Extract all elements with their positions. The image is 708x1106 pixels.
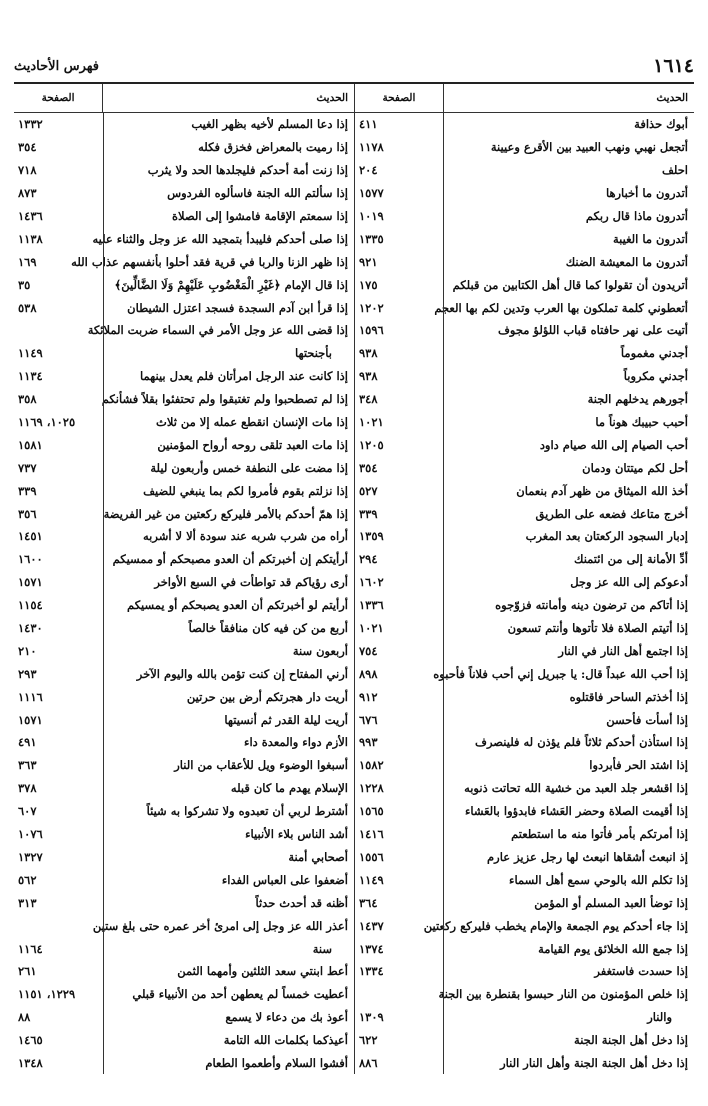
page-reference: ٣٧٨ — [14, 777, 104, 800]
page-reference: ١٤٣٧ — [354, 914, 444, 937]
page-reference: ١٠٢١ — [354, 617, 444, 640]
page-reference: ١٣٣٥ — [354, 227, 444, 250]
index-entry — [354, 250, 694, 273]
hadith-text: أسبغوا الوضوء ويل للأعقاب من النار — [174, 758, 348, 773]
page-reference: ٢١٠ — [14, 639, 104, 662]
hadith-text: أتيت على نهر حافتاه قباب اللؤلؤ مجوف — [497, 323, 688, 338]
hadith-text: أحل لكم ميتتان ودمان — [582, 460, 688, 475]
hadith-text: أعذر الله عز وجل إلى امرئ أخر عمره حتى بلغ ستين — [92, 918, 348, 933]
page-reference: ١٥٩٦ — [354, 319, 444, 342]
hadith-text: الإسلام يهدم ما كان قبله — [230, 781, 348, 796]
hadith-text: إذا أخذتم الساحر فاقتلوه — [569, 689, 688, 704]
hadith-text: إذا سمعتم الإقامة فامشوا إلى الصلاة — [172, 209, 348, 223]
hadith-text: أتدرون ماذا قال ربكم — [585, 209, 688, 223]
page-reference: ٣٣٩ — [14, 479, 104, 502]
page-reference: ٩١٢ — [354, 685, 444, 708]
index-entry — [14, 594, 354, 617]
page-reference: ١١٤٩ — [354, 868, 444, 891]
index-entry — [354, 182, 694, 205]
page-reference: ١٠٢١ — [354, 411, 444, 434]
index-entry — [354, 571, 694, 594]
page-reference: ٣٥٤ — [14, 136, 104, 159]
index-entry — [354, 891, 694, 914]
page-reference: ٧١٨ — [14, 159, 104, 182]
index-entry — [354, 319, 694, 342]
index-entry — [354, 296, 694, 319]
index-entry — [14, 617, 354, 640]
index-entry — [14, 136, 354, 159]
page-reference: ٣٤٨ — [354, 388, 444, 411]
index-entry — [14, 868, 354, 891]
index-entry — [354, 411, 694, 434]
index-entry — [14, 708, 354, 731]
page-reference: ٨٩٨ — [354, 662, 444, 685]
index-entry — [14, 502, 354, 525]
page-reference: ٨٨٦ — [354, 1052, 444, 1075]
page-reference: ٧٥٤ — [354, 639, 444, 662]
index-entry — [354, 502, 694, 525]
hadith-text: احلف — [661, 163, 688, 178]
index-entry — [14, 319, 354, 342]
page-reference: ١١٦٤ — [14, 937, 104, 960]
index-entry — [354, 479, 694, 502]
page-reference: ٨٧٣ — [14, 182, 104, 205]
hadith-text: إذا مضت على النطفة خمس وأربعون ليلة — [150, 460, 348, 475]
page-reference: ١٤٦٥ — [14, 1029, 104, 1052]
index-entry — [354, 777, 694, 800]
page-reference: ١٦٩ — [14, 250, 104, 273]
page-reference: ٦٢٢ — [354, 1029, 444, 1052]
column-header — [14, 84, 354, 113]
index-entry — [14, 525, 354, 548]
hadith-text: أخذ الله الميثاق من ظهر آدم بنعمان — [516, 483, 688, 498]
page-reference: ١٥٧٧ — [354, 182, 444, 205]
page-reference: ١٤١٦ — [354, 823, 444, 846]
hadith-text: إذا أقيمت الصلاة وحضر العَشاء فابدؤوا بالعَشاء — [464, 804, 688, 819]
page-reference: ٩٩٣ — [354, 731, 444, 754]
page-reference: ١٦٠٢ — [354, 571, 444, 594]
index-entry — [14, 113, 354, 136]
hadith-text: أظنه قد أحدث حدثاً — [255, 895, 348, 910]
index-rows — [14, 113, 354, 1069]
index-entry — [14, 662, 354, 685]
index-entry — [354, 823, 694, 846]
hadith-text: إذا حسدت فاستغفر — [594, 964, 688, 979]
index-entry — [354, 227, 694, 250]
page-number: ١٦١٤ — [653, 55, 694, 77]
index-entry — [14, 456, 354, 479]
hadith-text: أحبب حبيبك هوناً ما — [595, 415, 688, 430]
hadith-text: إذا سألتم الله الجنة فاسألوه الفردوس — [167, 186, 348, 201]
hadith-text: إذا مات الإنسان انقطع عمله إلا من ثلاث — [156, 415, 348, 430]
hadith-text: إذا دخل أهل الجنة الجنة — [574, 1033, 688, 1048]
index-entry — [354, 731, 694, 754]
page-reference: ١١٣٤ — [14, 365, 104, 388]
hadith-text: أجورهم يدخلهم الجنة — [587, 392, 688, 407]
index-entry — [14, 388, 354, 411]
index-entry — [14, 342, 354, 365]
page-reference: ١٣٣٢ — [14, 113, 104, 136]
page-reference: ٦٠٧ — [14, 800, 104, 823]
page-reference: ١٥٨٢ — [354, 754, 444, 777]
index-entry — [354, 846, 694, 869]
hadith-text: أضعفوا على العباس الفداء — [221, 872, 348, 887]
page-column-label: الصفحة — [354, 84, 444, 112]
hadith-text: أتدرون ما الغيبة — [612, 231, 688, 246]
page-reference: ١٧٥ — [354, 273, 444, 296]
page-reference: ٩٣٨ — [354, 342, 444, 365]
hadith-text: أجدني مكروباً — [623, 369, 688, 384]
page-reference: ٣٥٤ — [354, 456, 444, 479]
index-entry — [14, 182, 354, 205]
page-reference: ١٤٣٠ — [14, 617, 104, 640]
hadith-text: إذا أمرتكم بأمر فأتوا منه ما استطعتم — [511, 827, 688, 842]
hadith-text: أخرج متاعك فضعه على الطريق — [535, 506, 688, 521]
index-entry — [354, 983, 694, 1006]
hadith-text: أصحابي أمنة — [288, 849, 348, 864]
index-entry — [354, 1006, 694, 1029]
index-entry — [354, 342, 694, 365]
page-reference: ٢٩٤ — [354, 548, 444, 571]
index-entry — [14, 1052, 354, 1075]
hadith-text: إذا خلص المؤمنون من النار حبسوا بقنطرة بين الجنة — [438, 987, 688, 1002]
index-entry — [354, 456, 694, 479]
page-reference: ١٢٢٨ — [354, 777, 444, 800]
index-entry — [14, 411, 354, 434]
hadith-text: أتدرون ما المعيشة الضنك — [565, 254, 688, 269]
hadith-text: إذا دخل أهل الجنة الجنة وأهل النار النار — [500, 1055, 688, 1070]
page-reference: ٨٨ — [14, 1006, 104, 1029]
page-reference: ١٣٠٩ — [354, 1006, 444, 1029]
index-entry — [14, 227, 354, 250]
page-reference: ١٥٦٥ — [354, 800, 444, 823]
page-reference: ٣٥٦ — [14, 502, 104, 525]
page-title: فهرس الأحاديث — [14, 58, 99, 74]
hadith-text: إذا رميت بالمعراض فخزق فكله — [198, 140, 348, 155]
index-entry — [354, 868, 694, 891]
page-reference: ١٠٧٦ — [14, 823, 104, 846]
hadith-text: أبوك حذافة — [634, 117, 688, 132]
index-entry — [354, 914, 694, 937]
hadith-text: إذا مات العبد تلقى روحه أرواح المؤمنين — [157, 437, 348, 452]
page-column-label: الصفحة — [14, 84, 103, 112]
index-entry — [354, 1052, 694, 1075]
page-reference: ٤١١ — [354, 113, 444, 136]
hadith-text: سنة — [312, 941, 332, 956]
page-reference: ٣٥ — [14, 273, 104, 296]
index-entry — [14, 891, 354, 914]
hadith-text: إدبار السجود الركعتان بعد المغرب — [525, 529, 688, 544]
index-entry — [354, 594, 694, 617]
hadith-text: والنار — [647, 1010, 672, 1025]
page-reference: ١٣٤٨ — [14, 1052, 104, 1075]
index-entry — [14, 296, 354, 319]
hadith-text: إذا اجتمع أهل النار في النار — [558, 643, 688, 658]
page-reference: ٣١٣ — [14, 891, 104, 914]
hadith-text: أشد الناس بلاء الأنبياء — [245, 827, 348, 842]
hadith-text: إذا أحب الله عبداً قال: يا جبريل إني أحب فلاناً فأحبوه — [433, 666, 688, 681]
index-column-left — [14, 84, 354, 1068]
hadith-index-table — [14, 84, 694, 1068]
page-reference: ١٣٧٤ — [354, 937, 444, 960]
index-entry — [14, 205, 354, 228]
page-reference: ١٥٥٦ — [354, 846, 444, 869]
hadith-text: إذا دعا المسلم لأخيه بظهر الغيب — [191, 117, 348, 132]
hadith-text: بأجنحتها — [295, 346, 332, 361]
page-reference — [354, 983, 444, 1006]
index-entry — [14, 548, 354, 571]
hadith-text: إذا لم تصطحبوا ولم تغتبقوا ولم تحتفئوا بقلاً فشأنكم — [101, 392, 348, 407]
column-header — [354, 84, 694, 113]
hadith-text: إذا زنت أمة أحدكم فليجلدها الحد ولا يثرب — [147, 163, 348, 178]
index-entry — [354, 388, 694, 411]
hadith-text: إذا قضى الله عز وجل الأمر في السماء ضربت الملائكة — [87, 323, 348, 338]
index-rows — [354, 113, 694, 1069]
index-entry — [14, 846, 354, 869]
page-reference: ١١١٦ — [14, 685, 104, 708]
index-entry — [14, 639, 354, 662]
index-entry — [354, 708, 694, 731]
page-reference: ١٤٥١ — [14, 525, 104, 548]
index-entry — [14, 365, 354, 388]
hadith-text: إذا كانت عند الرجل امرأتان فلم يعدل بينهما — [140, 369, 348, 384]
page-reference: ٢٠٤ — [354, 159, 444, 182]
index-entry — [354, 685, 694, 708]
hadith-column-label: الحديث — [316, 92, 348, 104]
page-reference: ١٢٢٩، ١١٥١ — [14, 983, 104, 1006]
index-entry — [14, 777, 354, 800]
page-reference: ١٥٧١ — [14, 708, 104, 731]
hadith-text: أرني المفتاح إن كنت تؤمن بالله واليوم الآخر — [136, 666, 348, 681]
index-entry — [14, 1029, 354, 1052]
hadith-text: إذا اقشعر جلد العبد من خشية الله تحاتت ذنوبه — [464, 781, 688, 796]
hadith-text: أحب الصيام إلى الله صيام داود — [539, 437, 688, 452]
hadith-text: إذا توضأ العبد المسلم أو المؤمن — [534, 895, 688, 910]
page-reference: ١١٧٨ — [354, 136, 444, 159]
page-reference — [14, 914, 104, 937]
hadith-text: إذا اشتد الحر فأبردوا — [589, 758, 688, 773]
index-column-right — [354, 84, 694, 1068]
index-entry — [354, 662, 694, 685]
index-entry — [354, 1029, 694, 1052]
hadith-text: أرأيتكم إن أخبرتكم أن العدو مصبحكم أو ممسيكم — [112, 552, 348, 567]
index-entry — [14, 1006, 354, 1029]
page-reference: ٥٦٢ — [14, 868, 104, 891]
index-entry — [14, 479, 354, 502]
index-entry — [14, 754, 354, 777]
hadith-text: إذا جاء أحدكم يوم الجمعة والإمام يخطب فليركع ركعتين — [423, 918, 688, 933]
index-entry — [354, 433, 694, 456]
page-reference: ١٢٠٢ — [354, 296, 444, 319]
hadith-text: إذا أتاكم من ترضون دينه وأمانته فزوّجوه — [495, 598, 688, 613]
hadith-text: أدعوكم إلى الله عز وجل — [570, 575, 688, 590]
index-entry — [14, 960, 354, 983]
hadith-text: أتدرون ما أخبارها — [605, 186, 688, 201]
hadith-column-label: الحديث — [656, 92, 688, 104]
hadith-text: الأزم دواء والمعدة داء — [244, 735, 348, 750]
index-entry — [354, 113, 694, 136]
page-reference: ٥٣٨ — [14, 296, 104, 319]
index-entry — [354, 639, 694, 662]
hadith-text: إذا همّ أحدكم بالأمر فليركع ركعتين من غير الفريضة — [103, 506, 348, 521]
index-entry — [354, 960, 694, 983]
hadith-text: أرى رؤياكم قد تواطأت في السبع الأواخر — [154, 575, 348, 590]
index-entry — [14, 983, 354, 1006]
index-entry — [354, 159, 694, 182]
index-entry — [354, 136, 694, 159]
page-reference: ١١٥٤ — [14, 594, 104, 617]
hadith-text: إذا جمع الله الخلائق يوم القيامة — [538, 941, 688, 956]
hadith-text: أريت ليلة القدر ثم أنسيتها — [224, 712, 348, 727]
page-reference: ٣٦٤ — [354, 891, 444, 914]
hadith-text: أتجعل نهبي ونهب العبيد بين الأقرع وعيينة — [490, 140, 688, 155]
page-reference: ١٥٧١ — [14, 571, 104, 594]
hadith-text: إذا استأذن أحدكم ثلاثاً فلم يؤذن له فلينصرف — [475, 735, 688, 750]
hadith-text: أدِّ الأمانة إلى من ائتمنك — [574, 552, 688, 567]
index-entry — [14, 914, 354, 937]
index-entry — [14, 159, 354, 182]
page-reference: ٧٣٧ — [14, 456, 104, 479]
hadith-text: إذا أسأت فأحسن — [606, 712, 688, 727]
page-reference: ١١٣٨ — [14, 227, 104, 250]
index-entry — [14, 800, 354, 823]
hadith-text: أعوذ بك من دعاء لا يسمع — [225, 1010, 348, 1025]
page-reference: ١١٤٩ — [14, 342, 104, 365]
hadith-text: إذا قرأ ابن آدم السجدة فسجد اعتزل الشيطان — [127, 300, 348, 315]
index-entry — [14, 250, 354, 273]
page-reference: ٣٣٩ — [354, 502, 444, 525]
hadith-text: أتريدون أن تقولوا كما قال أهل الكتابين من قبلكم — [452, 277, 688, 292]
index-entry — [354, 365, 694, 388]
page-reference: ٩٣٨ — [354, 365, 444, 388]
index-entry — [14, 731, 354, 754]
page-header — [14, 52, 694, 80]
hadith-text: إذا تكلم الله بالوحي سمع أهل السماء — [509, 872, 688, 887]
index-entry — [354, 800, 694, 823]
index-entry — [14, 273, 354, 296]
page-reference: ١٣٣٤ — [354, 960, 444, 983]
hadith-text: إذ انبعث أشقاها انبعث لها رجل عزيز عارم — [487, 849, 688, 864]
hadith-text: إذا صلى أحدكم فليبدأ بتمجيد الله عز وجل والثناء عليه — [92, 231, 348, 246]
index-entry — [14, 685, 354, 708]
index-entry — [354, 548, 694, 571]
index-entry — [14, 937, 354, 960]
hadith-text: أعطيت خمساً لم يعطهن أحد من الأنبياء قبلي — [132, 987, 348, 1002]
hadith-text: أتعطوني كلمة تملكون بها العرب وتدين لكم بها العجم — [434, 300, 688, 315]
page-reference: ١٤٣٦ — [14, 205, 104, 228]
page-reference: ٣٦٣ — [14, 754, 104, 777]
index-entry — [354, 754, 694, 777]
hadith-text: أجدني مغموماً — [620, 346, 688, 361]
index-entry — [354, 273, 694, 296]
page-reference — [14, 319, 104, 342]
hadith-text: أربع من كن فيه كان منافقاً خالصاً — [188, 621, 348, 636]
hadith-text: أربعون سنة — [292, 643, 348, 658]
page-reference: ٩٢١ — [354, 250, 444, 273]
hadith-text: أشترط لربي أن تعبدوه ولا تشركوا به شيئاً — [146, 804, 348, 819]
hadith-text: إذا نزلتم بقوم فأمروا لكم بما ينبغي للضيف — [143, 483, 348, 498]
page-reference: ١٠٢٥، ١١٦٩ — [14, 411, 104, 434]
index-entry — [14, 571, 354, 594]
index-entry — [14, 433, 354, 456]
hadith-text: أعيذكما بكلمات الله التامة — [223, 1033, 348, 1048]
page-reference: ٥٢٧ — [354, 479, 444, 502]
page-reference: ٦٧٦ — [354, 708, 444, 731]
hadith-text: إذا قال الإمام ﴿غَيْرِ الْمَغْضُوبِ عَلَيْهِمْ وَلَا الضَّالِّينَ﴾ — [114, 277, 348, 292]
index-entry — [354, 617, 694, 640]
hadith-text: أريت دار هجرتكم أرض بين حرتين — [186, 689, 348, 704]
page-reference: ١٣٥٩ — [354, 525, 444, 548]
index-entry — [14, 823, 354, 846]
hadith-text: أعط ابنتي سعد الثلثين وأمهما الثمن — [177, 964, 348, 979]
page-reference: ٢٩٣ — [14, 662, 104, 685]
page-reference: ١٠١٩ — [354, 205, 444, 228]
page-reference: ١٦٠٠ — [14, 548, 104, 571]
index-entry — [354, 205, 694, 228]
index-entry — [354, 525, 694, 548]
page-reference: ٣٥٨ — [14, 388, 104, 411]
hadith-text: إذا أتيتم الصلاة فلا تأتوها وأنتم تسعون — [507, 621, 688, 636]
page-reference: ١٣٣٦ — [354, 594, 444, 617]
hadith-text: أرأيتم لو أخبرتكم أن العدو يصبحكم أو يمسيكم — [127, 598, 348, 613]
page-reference: ١٢٠٥ — [354, 433, 444, 456]
page-reference: ١٣٢٧ — [14, 846, 104, 869]
page-reference: ٤٩١ — [14, 731, 104, 754]
page-reference: ١٥٨١ — [14, 433, 104, 456]
page-reference: ٢٦١ — [14, 960, 104, 983]
hadith-text: أراه من شرب شربه عند سودة ألا لا أشربه — [142, 529, 348, 544]
index-entry — [354, 937, 694, 960]
hadith-text: أفشوا السلام وأطعموا الطعام — [205, 1055, 348, 1070]
hadith-text: إذا ظهر الزنا والربا في قرية فقد أحلوا بأنفسهم عذاب الله — [71, 254, 348, 269]
